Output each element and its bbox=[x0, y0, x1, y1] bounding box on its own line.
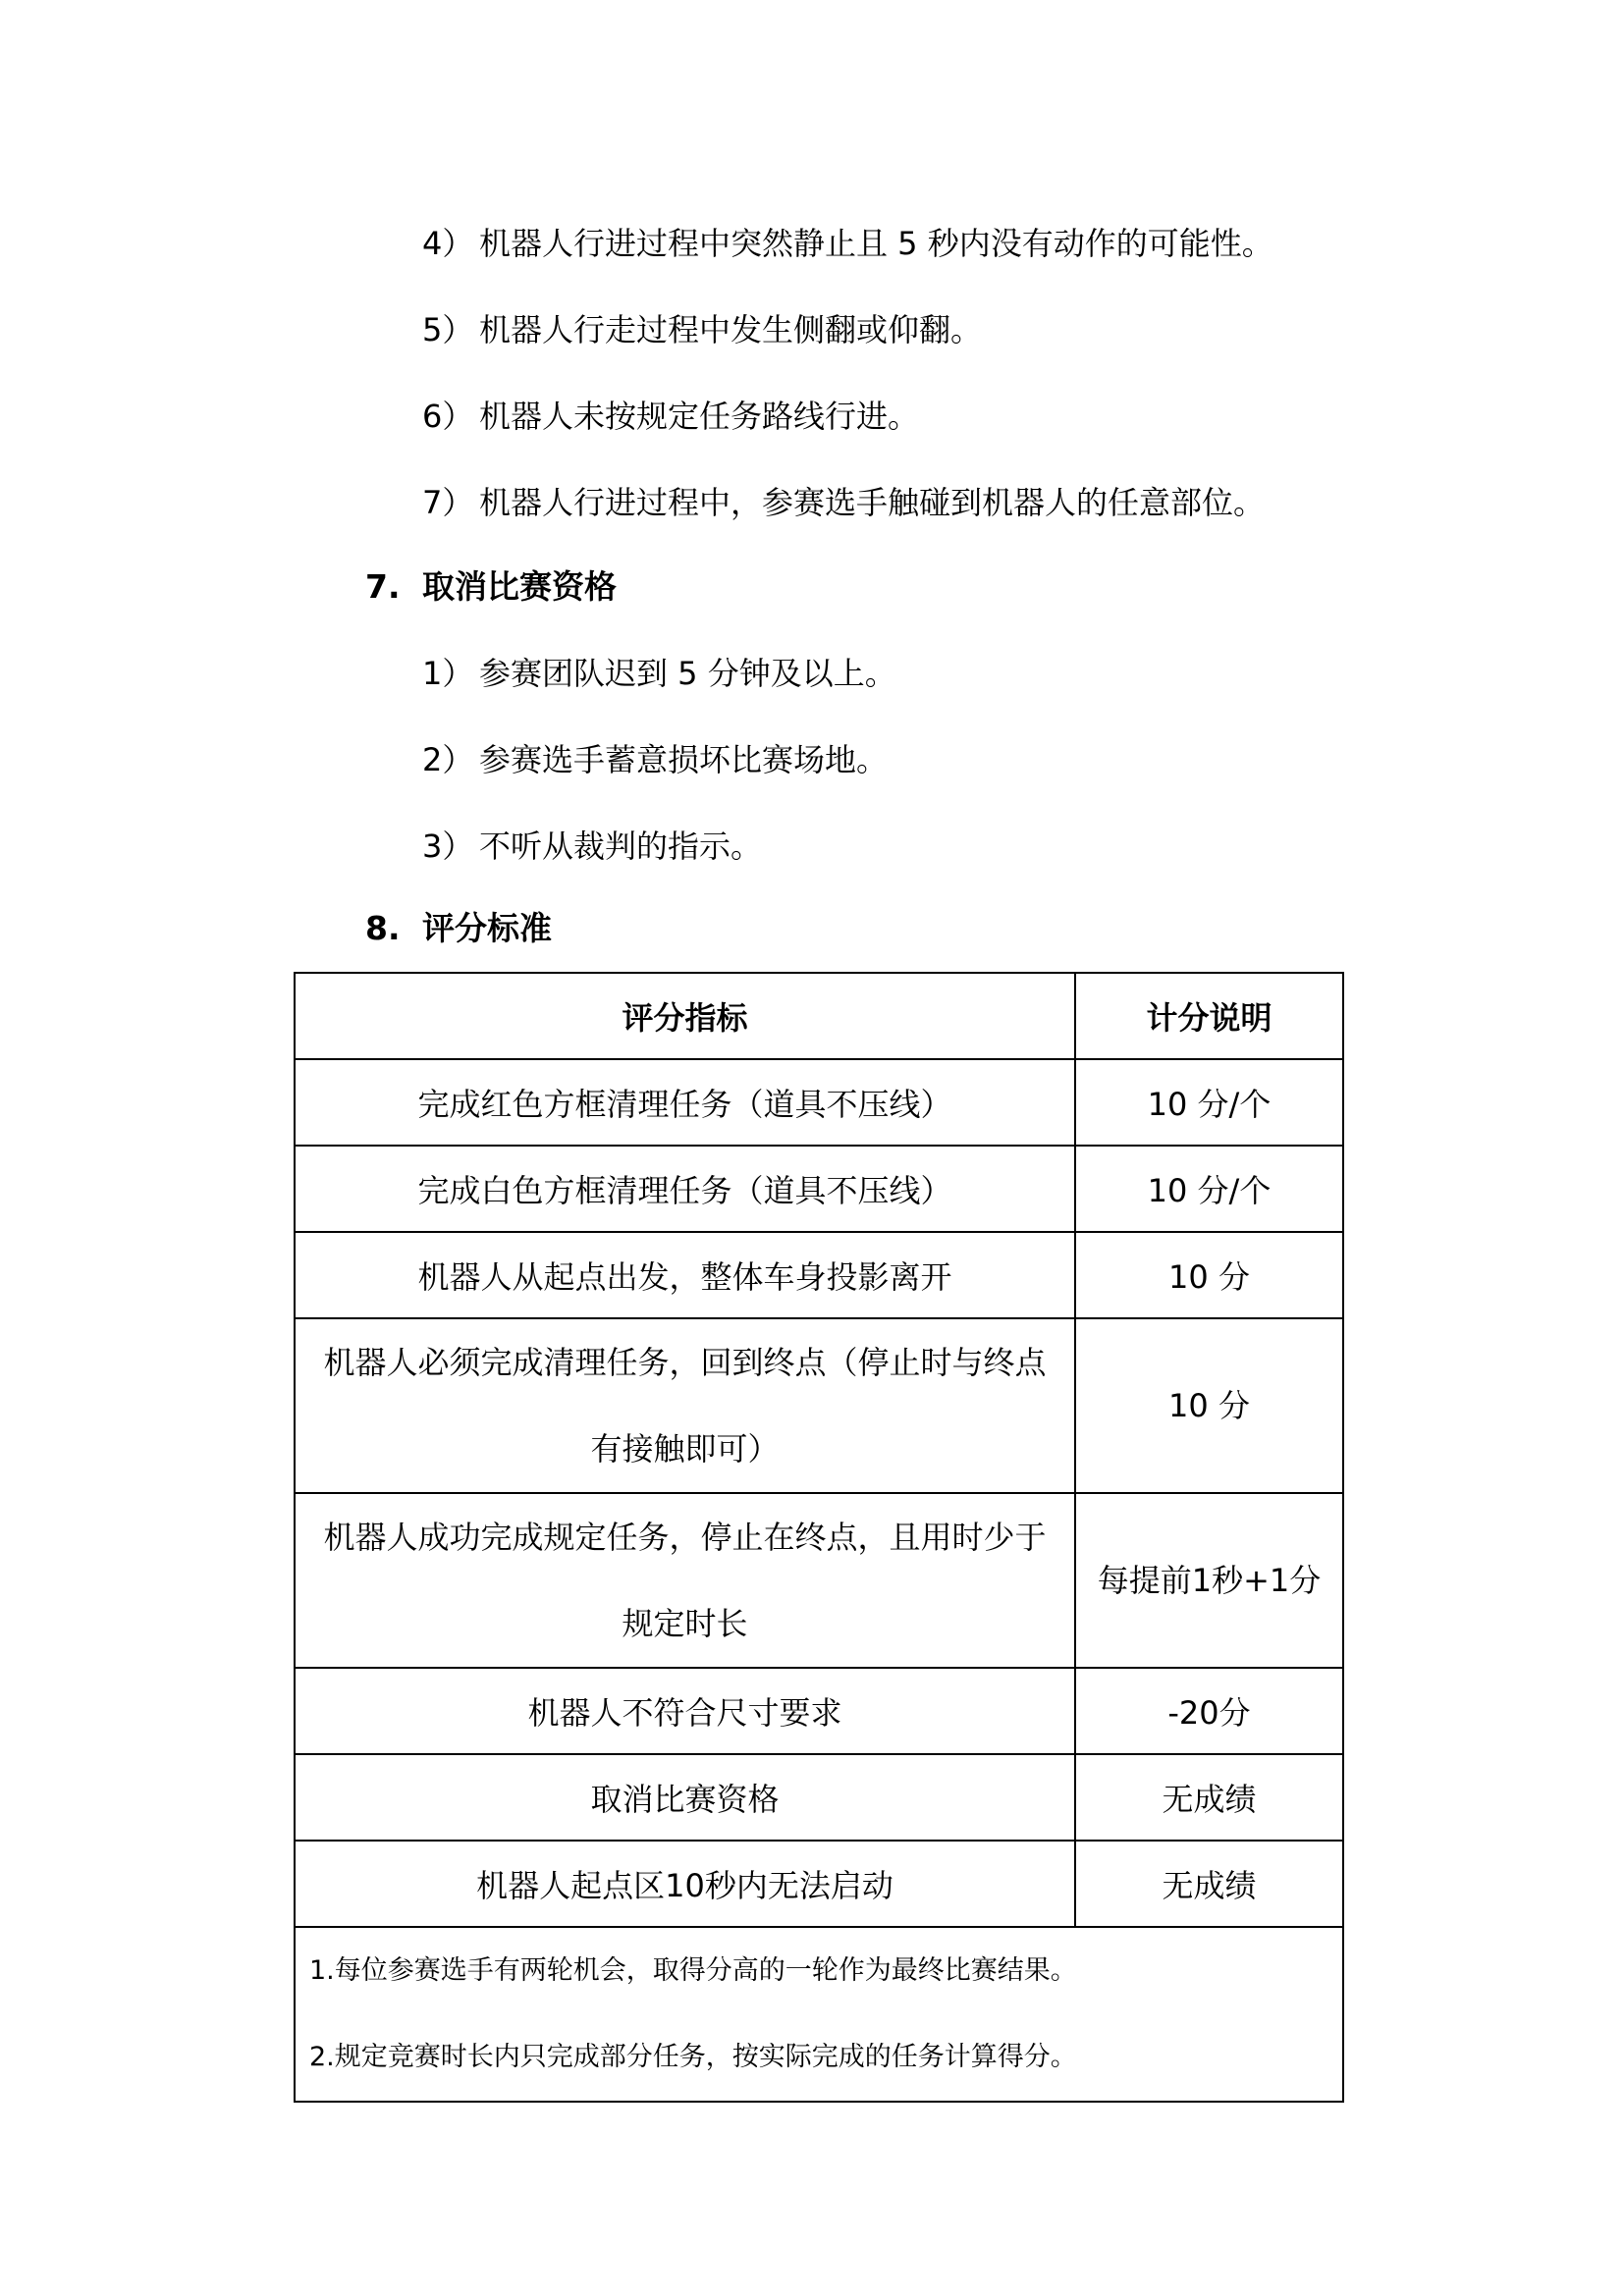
list-item-text: 机器人行进过程中，参赛选手触碰到机器人的任意部位。 bbox=[479, 484, 1266, 521]
list-item bbox=[422, 483, 1265, 522]
section-number: 7. bbox=[365, 567, 401, 606]
table-row bbox=[295, 1754, 1343, 1841]
list-item bbox=[422, 827, 762, 866]
criterion-cell bbox=[295, 1318, 1075, 1493]
header-criterion: 评分指标 bbox=[295, 973, 1075, 1059]
criterion-line: 规定时长 bbox=[622, 1605, 748, 1642]
scoring-table bbox=[294, 972, 1344, 2103]
list-item-number: 2） bbox=[422, 741, 474, 778]
list-item bbox=[422, 654, 896, 693]
table-row bbox=[295, 1146, 1343, 1232]
score-cell: -20分 bbox=[1075, 1668, 1343, 1754]
header-score: 计分说明 bbox=[1075, 973, 1343, 1059]
criterion-line: 有接触即可） bbox=[590, 1430, 780, 1468]
notes-cell bbox=[295, 1927, 1343, 2102]
table-row bbox=[295, 1841, 1343, 1927]
list-item-number: 6） bbox=[422, 398, 474, 435]
section-title: 评分标准 bbox=[422, 909, 552, 947]
section-heading-disqualification bbox=[365, 567, 617, 607]
table-row bbox=[295, 1493, 1343, 1668]
table-header-row bbox=[295, 973, 1343, 1059]
section-title: 取消比赛资格 bbox=[422, 567, 617, 606]
section-heading-scoring bbox=[365, 909, 552, 948]
score-cell: 10 分/个 bbox=[1075, 1059, 1343, 1146]
score-cell: 每提前1秒+1分 bbox=[1075, 1493, 1343, 1668]
list-item-number: 7） bbox=[422, 484, 474, 521]
table-row bbox=[295, 1059, 1343, 1146]
criterion-cell: 完成白色方框清理任务（道具不压线） bbox=[295, 1146, 1075, 1232]
list-item-number: 3） bbox=[422, 828, 474, 865]
note-text: 1.每位参赛选手有两轮机会，取得分高的一轮作为最终比赛结果。 bbox=[309, 1955, 1077, 1986]
criterion-cell: 取消比赛资格 bbox=[295, 1754, 1075, 1841]
list-item-text: 机器人行进过程中突然静止且 5 秒内没有动作的可能性。 bbox=[479, 225, 1273, 262]
criterion-cell: 机器人从起点出发，整体车身投影离开 bbox=[295, 1232, 1075, 1318]
list-item-text: 不听从裁判的指示。 bbox=[479, 828, 763, 865]
list-item-text: 参赛选手蓄意损坏比赛场地。 bbox=[479, 741, 889, 778]
score-cell: 无成绩 bbox=[1075, 1754, 1343, 1841]
list-item bbox=[422, 310, 982, 349]
list-item-number: 4） bbox=[422, 225, 474, 262]
score-cell: 10 分 bbox=[1075, 1232, 1343, 1318]
list-item-text: 机器人未按规定任务路线行进。 bbox=[479, 398, 920, 435]
section-number: 8. bbox=[365, 909, 401, 947]
score-cell: 10 分/个 bbox=[1075, 1146, 1343, 1232]
list-item-number: 1） bbox=[422, 655, 474, 692]
criterion-line: 机器人必须完成清理任务，回到终点（停止时与终点 bbox=[323, 1344, 1047, 1381]
table-row bbox=[295, 1232, 1343, 1318]
criterion-line: 机器人成功完成规定任务，停止在终点，且用时少于 bbox=[323, 1519, 1047, 1556]
list-item bbox=[422, 740, 888, 779]
score-cell: 10 分 bbox=[1075, 1318, 1343, 1493]
list-item-text: 参赛团队迟到 5 分钟及以上。 bbox=[479, 655, 896, 692]
criterion-cell: 完成红色方框清理任务（道具不压线） bbox=[295, 1059, 1075, 1146]
criterion-cell: 机器人起点区10秒内无法启动 bbox=[295, 1841, 1075, 1927]
table-row bbox=[295, 1668, 1343, 1754]
criterion-cell: 机器人不符合尺寸要求 bbox=[295, 1668, 1075, 1754]
table-row bbox=[295, 1318, 1343, 1493]
score-cell: 无成绩 bbox=[1075, 1841, 1343, 1927]
note-text: 2.规定竞赛时长内只完成部分任务，按实际完成的任务计算得分。 bbox=[309, 2042, 1077, 2072]
list-item-number: 5） bbox=[422, 311, 474, 348]
list-item bbox=[422, 397, 919, 436]
list-item-text: 机器人行走过程中发生侧翻或仰翻。 bbox=[479, 311, 983, 348]
criterion-cell bbox=[295, 1493, 1075, 1668]
list-item bbox=[422, 224, 1273, 263]
table-notes-row bbox=[295, 1927, 1343, 2102]
